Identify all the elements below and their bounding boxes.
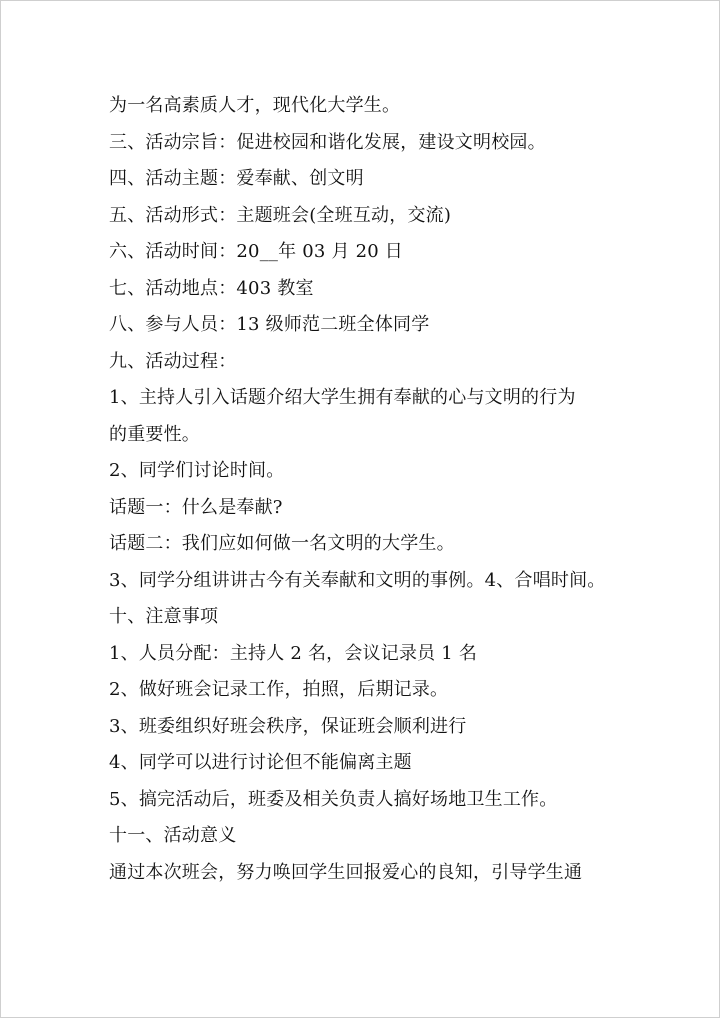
section-heading-notes: 十、注意事项 — [109, 606, 219, 627]
process-item-3-4: 3、同学分组讲讲古今有关奉献和文明的事例。4、合唱时间。 — [109, 569, 606, 591]
topic-two: 话题二：我们应如何做一名文明的大学生。 — [109, 533, 455, 554]
note-item-1: 1、人员分配：主持人 2 名，会议记录员 1 名 — [109, 642, 478, 664]
section-heading-significance: 十一、活动意义 — [109, 825, 237, 846]
section-heading-theme: 四、活动主题：爱奉献、创文明 — [109, 168, 364, 189]
section-heading-time: 六、活动时间：20__年 03 月 20 日 — [109, 241, 403, 262]
note-item-5: 5、搞完活动后，班委及相关负责人搞好场地卫生工作。 — [109, 788, 558, 810]
note-item-4: 4、同学可以进行讨论但不能偏离主题 — [109, 752, 412, 773]
process-item-1: 1、主持人引入话题介绍大学生拥有奉献的心与文明的行为 — [109, 387, 576, 408]
section-heading-purpose: 三、活动宗旨：促进校园和谐化发展，建设文明校园。 — [109, 131, 546, 153]
section-heading-participants: 八、参与人员：13 级师范二班全体同学 — [109, 314, 430, 335]
text-line: 为一名高素质人才，现代化大学生。 — [109, 95, 401, 116]
process-item-1-continued: 的重要性。 — [109, 423, 200, 445]
significance-text: 通过本次班会，努力唤回学生回报爱心的良知，引导学生通 — [109, 861, 583, 883]
note-item-3: 3、班委组织好班会秩序，保证班会顺利进行 — [109, 715, 467, 737]
note-item-2: 2、做好班会记录工作，拍照，后期记录。 — [109, 679, 449, 700]
topic-one: 话题一：什么是奉献? — [109, 496, 283, 518]
section-heading-location: 七、活动地点：403 教室 — [109, 277, 314, 299]
section-heading-process: 九、活动过程： — [109, 350, 237, 372]
section-heading-format: 五、活动形式：主题班会(全班互动，交流) — [109, 204, 452, 226]
document-body — [109, 88, 629, 891]
process-item-2: 2、同学们讨论时间。 — [109, 460, 285, 481]
